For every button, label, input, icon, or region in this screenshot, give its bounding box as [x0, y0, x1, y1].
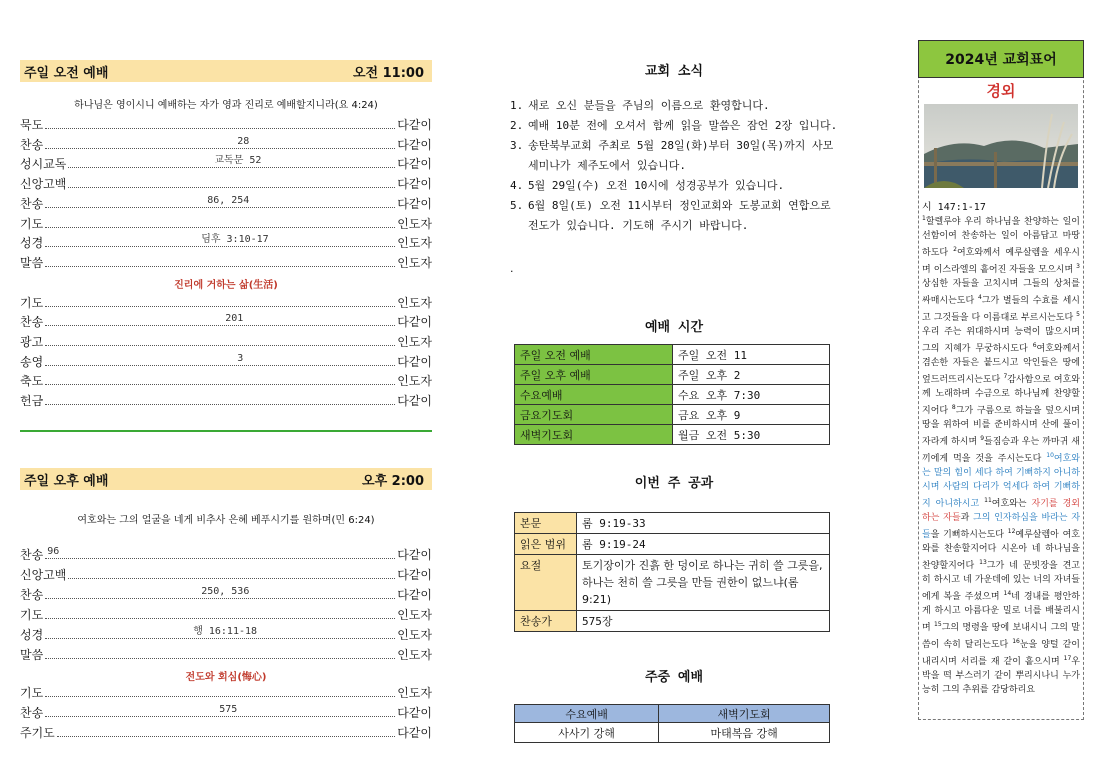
order-row: [20, 684, 432, 702]
leader-dots: [45, 295, 395, 307]
order-item-name: 헌금: [20, 394, 44, 408]
order-row: [20, 294, 432, 312]
order-item-name: 기도: [20, 608, 44, 622]
order-item-name: 신앙고백: [20, 568, 67, 582]
order-item-name: 찬송: [20, 588, 44, 602]
landscape-photo: [924, 104, 1078, 188]
table-row: 주일 오전 예배 주일 오전 11: [515, 345, 830, 365]
afternoon-section-title: 전도와 회심(悔心): [185, 672, 267, 683]
order-item-detail: 201: [225, 313, 244, 324]
order-item-leader: 다같이: [397, 197, 432, 211]
leader-dots: [45, 196, 395, 208]
leader-dots: [45, 647, 395, 659]
scripture-text: $^1$할렐루야 우리 하나님을 찬양하는 일이 선함이여 찬송하는 일이 아름답고 마땅하도다 $^2$여호와께서 예루살렘을 세우시며 이스라엘의 흩어진 자들을 모으시며 $^3$상심한 자들을 고치시며 그들의 상처를 싸매시는도다 $^4$그가 별들의 수효를 세시고 그것들을 다 이름대로 부르시는도다 $^5$우리 주는 위대하시며 능력이 많으시며 그의 지혜가 무궁하시도다 $^6$여호와께서 겸손한 자들은 붙드시고 악인들은 땅에 엎드러뜨리시는도다 $^7$감사함으로 여호와께 노래하며 수금으로 하나님께 찬양할지어다 $^8$그가 구름으로 하늘을 덮으시며 땅을 위하여 비를 준비하시며 산에 풀이 자라게 하시며 $^9$들짐승과 우는 까마귀 새끼에게 먹을 것을 주시는도다 $^{10}$여호와는 말의 힘이 세다 하여 기뻐하지 아니하시며 사람의 다리가 억세다 하여 기뻐하지 아니하시고 $^{11}$여호와는 자기를 경외하는 자들과 그의 인자하심을 바라는 자들을 기뻐하시는도다 $^{12}$예루살렘아 여호와를 찬송할지어다 시온아 네 하나님을 찬양할지어다 $^{13}$그가 네 문빗장을 견고히 하시고 네 가운데에 있는 너의 자녀들에게 복을 주셨으며 $^{14}$네 경내를 평안하게 하시고 아름다운 밀로 너를 배불리시며 $^{15}$그의 명령을 땅에 보내시니 그의 말씀이 속히 달리는도다 $^{16}$눈을 양털 같이 내리시며 서리를 재 같이 흩으시며 $^{17}$우박을 떡 부스러기 같이 뿌리시나니 누가 능히 그의 추위를 감당하리요: [922, 215, 1081, 695]
order-item-leader: 다같이: [397, 118, 432, 132]
order-row: [20, 195, 432, 213]
order-item-leader: 인도자: [397, 296, 432, 310]
order-item-name: 기도: [20, 686, 44, 700]
order-row: [20, 353, 432, 371]
afternoon-service-time: 오후 2:00: [362, 473, 424, 489]
leader-dots: [68, 567, 395, 579]
leader-dots: [57, 725, 395, 737]
leader-dots: [45, 255, 395, 267]
order-item-detail: 교독문 52: [212, 151, 263, 166]
leader-dots: [45, 547, 395, 559]
order-item-detail: 575: [219, 704, 238, 715]
order-item-detail: 250, 536: [201, 586, 250, 597]
scripture-reference: 시 147:1-17: [922, 202, 986, 213]
leader-dots: [45, 117, 395, 129]
order-row: [20, 116, 432, 134]
service-times-title: 예배 시간: [644, 320, 704, 335]
order-row: [20, 724, 432, 742]
order-row: [20, 155, 432, 173]
leader-dots: [45, 627, 395, 639]
order-item-leader: 다같이: [397, 177, 432, 191]
order-row: [20, 392, 432, 410]
leader-dots: [45, 334, 395, 346]
divider: [20, 430, 432, 432]
afternoon-service-title: 주일 오후 예배: [24, 473, 109, 489]
order-row: [20, 333, 432, 351]
order-row: [20, 626, 432, 644]
order-item-name: 찬송: [20, 138, 44, 152]
order-item-name: 축도: [20, 374, 44, 388]
order-item-name: 찬송: [20, 548, 44, 562]
order-item-leader: 다같이: [397, 157, 432, 171]
order-item-leader: 인도자: [397, 686, 432, 700]
order-item-detail: 3: [237, 353, 244, 364]
order-item-name: 송영: [20, 355, 44, 369]
order-item-leader: 다같이: [397, 568, 432, 582]
order-item-name: 말씀: [20, 648, 44, 662]
table-row: 금요기도회 금요 오후 9: [515, 405, 830, 425]
leader-dots: [68, 156, 395, 168]
order-row: [20, 646, 432, 664]
order-item-leader: 인도자: [397, 256, 432, 270]
table-row: 본문 롬 9:19-33: [515, 513, 830, 534]
order-item-name: 성경: [20, 628, 44, 642]
order-item-leader: 인도자: [397, 374, 432, 388]
list-item: 5. 6월 8일(토) 오전 11시부터 정인교회와 도봉교회 연합으로 전도가 있습니다. 기도해 주시기 바랍니다.: [510, 199, 831, 232]
midweek-title: 주중 예배: [644, 670, 704, 685]
order-item-name: 기도: [20, 217, 44, 231]
table-row: 수요예배 새벽기도회: [515, 705, 830, 723]
table-row: 수요예배 수요 오후 7:30: [515, 385, 830, 405]
table-row: 요절 토기장이가 진흙 한 덩이로 하나는 귀히 쓸 그릇을, 하나는 천히 쓸 그릇을 만들 권한이 없느냐(롬 9:21): [515, 555, 830, 611]
order-item-leader: 다같이: [397, 315, 432, 329]
midweek-table: [514, 704, 830, 743]
order-item-detail: 86, 254: [207, 195, 250, 206]
order-item-name: 성경: [20, 236, 44, 250]
order-item-leader: 다같이: [397, 138, 432, 152]
morning-verse: 하나님은 영이시니 예배하는 자가 영과 진리로 예배할지니라(요 4:24): [74, 100, 378, 111]
order-item-detail: 딤후 3:10-17: [199, 230, 270, 245]
order-item-leader: 다같이: [397, 394, 432, 408]
order-item-leader: 다같이: [397, 588, 432, 602]
service-times-table: [514, 344, 830, 445]
order-item-leader: 다같이: [397, 726, 432, 740]
order-row: [20, 313, 432, 331]
leader-dots: [45, 685, 395, 697]
order-item-leader: 다같이: [397, 548, 432, 562]
order-item-leader: 인도자: [397, 236, 432, 250]
morning-service-header: [20, 60, 432, 82]
order-item-name: 찬송: [20, 706, 44, 720]
order-item-name: 찬송: [20, 197, 44, 211]
leader-dots: [45, 235, 395, 247]
list-item: 2. 예배 10분 전에 오셔서 함께 읽을 말씀은 잠언 2장 입니다.: [510, 119, 838, 132]
table-row: 사사기 강해 마태복음 강해: [515, 723, 830, 743]
leader-dots: [68, 176, 395, 188]
year-motto-title: 2024년 교회표어: [918, 40, 1084, 78]
table-row: 새벽기도회 월금 오전 5:30: [515, 425, 830, 445]
list-item: 1. 새로 오신 분들을 주님의 이름으로 환영합니다.: [510, 99, 770, 112]
order-item-leader: 인도자: [397, 217, 432, 231]
order-item-name: 신앙고백: [20, 177, 67, 191]
table-row: 찬송가 575장: [515, 611, 830, 632]
order-item-name: 광고: [20, 335, 44, 349]
order-item-leader: 다같이: [397, 355, 432, 369]
order-item-detail: 96: [47, 546, 60, 557]
order-item-name: 성시교독: [20, 157, 67, 171]
order-item-leader: 다같이: [397, 706, 432, 720]
leader-dots: [45, 137, 395, 149]
order-item-leader: 인도자: [397, 628, 432, 642]
order-row: [20, 175, 432, 193]
list-item: 3. 송탄북부교회 주최로 5월 28일(화)부터 30일(목)까지 사모 세미나가 제주도에서 있습니다.: [510, 139, 834, 172]
leader-dots: [45, 705, 395, 717]
order-row: [20, 254, 432, 272]
order-row: [20, 234, 432, 252]
leader-dots: [45, 607, 395, 619]
afternoon-service-header: [20, 468, 432, 490]
morning-service-title: 주일 오전 예배: [24, 65, 109, 81]
morning-section-title: 진리에 거하는 삶(生活): [174, 280, 278, 291]
order-row: [20, 586, 432, 604]
lesson-title: 이번 주 공과: [634, 476, 714, 491]
order-item-name: 말씀: [20, 256, 44, 270]
order-item-leader: 인도자: [397, 608, 432, 622]
leader-dots: [45, 393, 395, 405]
afternoon-verse: 여호와는 그의 얼굴을 네게 비추사 은혜 베푸시기를 원하며(민 6:24): [77, 515, 375, 526]
table-row: 읽은 범위 롬 9:19-24: [515, 534, 830, 555]
order-item-leader: 인도자: [397, 648, 432, 662]
news-list: [510, 96, 840, 236]
order-row: [20, 704, 432, 722]
leader-dots: [45, 373, 395, 385]
order-item-name: 묵도: [20, 118, 44, 132]
list-item: 4. 5월 29일(수) 오전 10시에 성경공부가 있습니다.: [510, 179, 785, 192]
leader-dots: [45, 216, 395, 228]
order-item-name: 기도: [20, 296, 44, 310]
leader-dots: [45, 354, 395, 366]
order-row: [20, 546, 432, 564]
order-item-leader: 인도자: [397, 335, 432, 349]
morning-service-time: 오전 11:00: [352, 65, 424, 81]
year-motto-word: 경외: [986, 82, 1016, 100]
order-item-detail: 행 16:11-18: [191, 622, 259, 637]
order-row: [20, 372, 432, 390]
order-item-name: 찬송: [20, 315, 44, 329]
order-row: [20, 566, 432, 584]
leader-dots: [45, 314, 395, 326]
leader-dots: [45, 587, 395, 599]
news-title: 교회 소식: [644, 64, 704, 79]
order-item-detail: 28: [237, 136, 250, 147]
lesson-table: [514, 512, 830, 632]
table-row: 주일 오후 예배 주일 오후 2: [515, 365, 830, 385]
order-item-name: 주기도: [20, 726, 55, 740]
stray-dot: .: [510, 262, 514, 275]
